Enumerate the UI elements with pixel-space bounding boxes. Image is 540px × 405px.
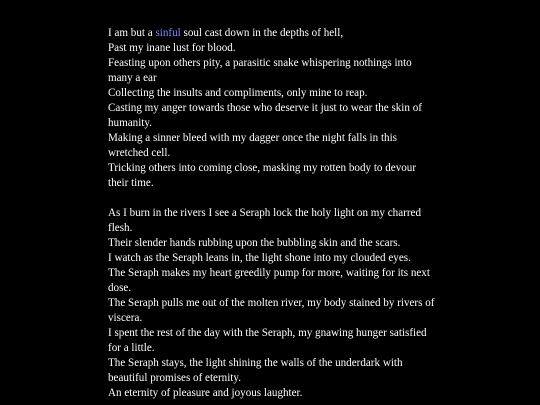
sinful-link[interactable]: sinful — [155, 27, 181, 39]
poem-line: An eternity of pleasure and joyous laughter. — [108, 387, 303, 399]
poem-line: I spent the rest of the day with the Seraph, my gnawing hunger satisfied for a little. — [108, 327, 427, 354]
poem-line: As I burn in the rivers I see a Seraph lock the holy light on my charred flesh. — [108, 207, 422, 234]
poem-body — [108, 26, 438, 405]
poem-line: Past my inane lust for blood. — [108, 42, 236, 54]
poem-line: The Seraph stays, the light shining the walls of the underdark with beautiful promises of eternity. — [108, 357, 403, 384]
line-text: soul cast down in the depths of hell, — [180, 27, 344, 39]
poem-line: I watch as the Seraph leans in, the light shone into my clouded eyes. — [108, 252, 411, 264]
poem-line: Casting my anger towards those who deserve it just to wear the skin of humanity. — [108, 102, 422, 129]
poem-line: Collecting the insults and compliments, only mine to reap. — [108, 87, 368, 99]
line-text: I am but a — [108, 27, 156, 39]
poem-line: Their slender hands rubbing upon the bubbling skin and the scars. — [108, 237, 401, 249]
poem-line — [108, 26, 438, 41]
poem-line: Tricking others into coming close, masking my rotten body to devour their time. — [108, 162, 417, 189]
poem-line: The Seraph makes my heart greedily pump for more, waiting for its next dose. — [108, 267, 430, 294]
stanza-2 — [108, 206, 438, 401]
poem-line: Feasting upon others pity, a parasitic snake whispering nothings into many a ear — [108, 57, 412, 84]
poem-line: The Seraph pulls me out of the molten river, my body stained by rivers of viscera. — [108, 297, 435, 324]
poem-line: Making a sinner bleed with my dagger once the night falls in this wretched cell. — [108, 132, 397, 159]
stanza-1 — [108, 26, 438, 191]
